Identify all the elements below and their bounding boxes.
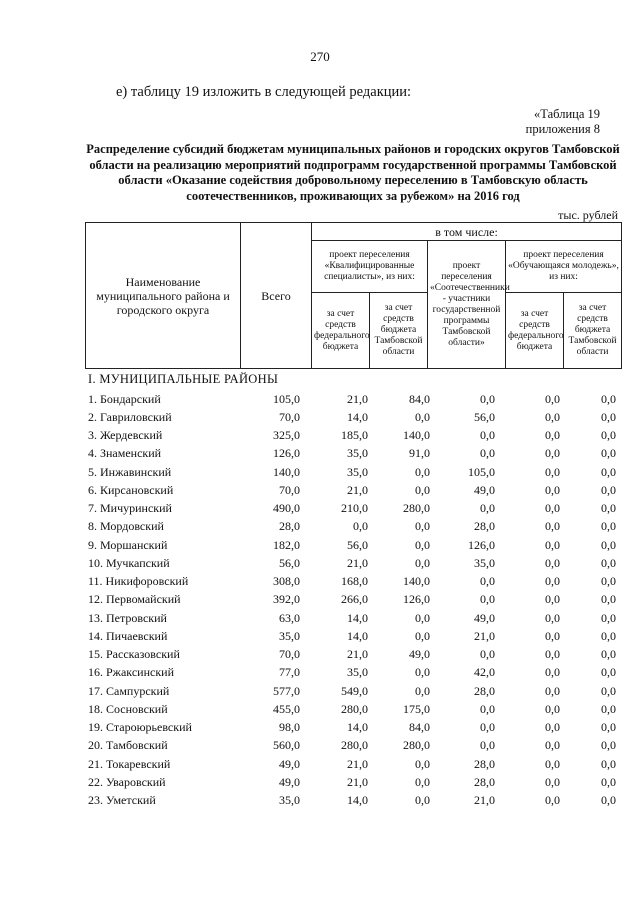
cell-compatriots: 0,0 [480,446,495,461]
section-title: I. МУНИЦИПАЛЬНЫЕ РАЙОНЫ [88,372,279,386]
cell-reg-youth: 0,0 [601,428,616,443]
cell-fed-youth: 0,0 [545,501,560,516]
cell-total: 28,0 [279,519,300,534]
cell-fed-youth: 0,0 [545,409,560,424]
cell-fed-specialists: 14,0 [347,409,368,424]
cell-reg-youth: 0,0 [601,555,616,570]
cell-fed-youth: 0,0 [545,701,560,716]
cell-compatriots: 56,0 [474,409,495,424]
cell-reg-youth: 0,0 [601,537,616,552]
cell-reg-youth: 0,0 [601,647,616,662]
cell-total: 577,0 [273,683,300,698]
cell-fed-specialists: 35,0 [347,446,368,461]
cell-reg-specialists: 0,0 [415,665,430,680]
cell-fed-specialists: 14,0 [347,610,368,625]
cell-reg-specialists: 0,0 [415,519,430,534]
district-name: 5. Инжавинский [88,464,172,479]
cell-fed-youth: 0,0 [545,793,560,808]
cell-fed-youth: 0,0 [545,610,560,625]
cell-compatriots: 21,0 [474,628,495,643]
table-row [88,646,622,664]
cell-reg-specialists: 175,0 [403,701,430,716]
table-row [88,773,622,791]
table-row [88,664,622,682]
cell-compatriots: 0,0 [480,720,495,735]
cell-reg-specialists: 0,0 [415,464,430,479]
header-project-specialists: проект переселения «Квалифицированные специалисты», из них: [312,241,428,293]
units-label: тыс. рублей [558,208,618,222]
district-name: 17. Сампурский [88,683,170,698]
cell-fed-specialists: 56,0 [347,537,368,552]
table-row [88,700,622,718]
cell-fed-specialists: 21,0 [347,555,368,570]
cell-compatriots: 0,0 [480,738,495,753]
table-row [88,518,622,536]
district-name: 3. Жердевский [88,428,163,443]
cell-compatriots: 0,0 [480,428,495,443]
cell-fed-specialists: 549,0 [341,683,368,698]
cell-fed-specialists: 35,0 [347,665,368,680]
cell-fed-youth: 0,0 [545,720,560,735]
cell-reg-youth: 0,0 [601,391,616,406]
table-ref-line1: «Таблица 19 [534,107,600,121]
cell-reg-youth: 0,0 [601,701,616,716]
cell-fed-youth: 0,0 [545,756,560,771]
district-name: 23. Уметский [88,793,156,808]
cell-reg-youth: 0,0 [601,774,616,789]
cell-total: 70,0 [279,409,300,424]
cell-compatriots: 0,0 [480,592,495,607]
table-row [88,554,622,572]
cell-total: 63,0 [279,610,300,625]
cell-fed-youth: 0,0 [545,665,560,680]
cell-fed-youth: 0,0 [545,519,560,534]
cell-reg-specialists: 0,0 [415,537,430,552]
cell-compatriots: 21,0 [474,793,495,808]
cell-total: 126,0 [273,446,300,461]
cell-reg-specialists: 280,0 [403,501,430,516]
cell-fed-youth: 0,0 [545,574,560,589]
cell-fed-youth: 0,0 [545,537,560,552]
district-name: 14. Пичаевский [88,628,168,643]
cell-fed-specialists: 185,0 [341,428,368,443]
district-name: 22. Уваровский [88,774,166,789]
table-row [88,463,622,481]
cell-total: 182,0 [273,537,300,552]
header-regional-1: за счет средств бюджета Тамбовской области [370,293,428,369]
cell-reg-specialists: 84,0 [409,391,430,406]
district-name: 15. Рассказовский [88,647,180,662]
intro-text: е) таблицу 19 изложить в следующей редакции: [116,84,412,100]
cell-reg-youth: 0,0 [601,464,616,479]
cell-fed-youth: 0,0 [545,774,560,789]
cell-reg-youth: 0,0 [601,610,616,625]
district-name: 20. Тамбовский [88,738,168,753]
table-header [85,222,622,369]
district-name: 19. Староюрьевский [88,720,192,735]
cell-compatriots: 0,0 [480,501,495,516]
cell-fed-specialists: 280,0 [341,738,368,753]
table-row [88,609,622,627]
cell-reg-youth: 0,0 [601,446,616,461]
district-name: 1. Бондарский [88,391,161,406]
cell-total: 56,0 [279,555,300,570]
cell-reg-specialists: 0,0 [415,482,430,497]
cell-fed-specialists: 21,0 [347,482,368,497]
district-name: 8. Мордовский [88,519,164,534]
cell-fed-youth: 0,0 [545,647,560,662]
cell-reg-specialists: 0,0 [415,774,430,789]
header-total-column: Всего [241,223,312,369]
header-federal-2: за счет средств федерального бюджета [506,293,564,369]
district-name: 21. Токаревский [88,756,171,771]
cell-reg-youth: 0,0 [601,501,616,516]
cell-reg-specialists: 0,0 [415,409,430,424]
cell-total: 308,0 [273,574,300,589]
cell-total: 35,0 [279,793,300,808]
header-regional-2: за счет средств бюджета Тамбовской области [564,293,622,369]
cell-fed-specialists: 280,0 [341,701,368,716]
district-name: 4. Знаменский [88,446,162,461]
district-name: 13. Петровский [88,610,167,625]
cell-compatriots: 28,0 [474,519,495,534]
table-row [88,481,622,499]
cell-total: 560,0 [273,738,300,753]
table-row [88,792,622,810]
cell-total: 392,0 [273,592,300,607]
district-name: 2. Гавриловский [88,409,172,424]
cell-compatriots: 28,0 [474,774,495,789]
cell-fed-youth: 0,0 [545,428,560,443]
cell-reg-youth: 0,0 [601,683,616,698]
district-name: 12. Первомайский [88,592,181,607]
cell-reg-specialists: 0,0 [415,683,430,698]
page-number: 270 [310,49,330,64]
cell-reg-specialists: 126,0 [403,592,430,607]
cell-reg-specialists: 0,0 [415,793,430,808]
cell-total: 70,0 [279,647,300,662]
table-row [88,390,622,408]
table-row [88,500,622,518]
cell-reg-youth: 0,0 [601,519,616,534]
header-including: в том числе: [312,223,622,241]
district-name: 7. Мичуринский [88,501,172,516]
table-body [88,390,622,810]
cell-reg-specialists: 0,0 [415,756,430,771]
table-row [88,737,622,755]
table-row [88,627,622,645]
cell-fed-youth: 0,0 [545,555,560,570]
cell-reg-youth: 0,0 [601,720,616,735]
cell-fed-specialists: 21,0 [347,756,368,771]
cell-total: 49,0 [279,756,300,771]
cell-fed-youth: 0,0 [545,482,560,497]
table-reference [526,107,600,137]
district-name: 6. Кирсановский [88,482,174,497]
cell-fed-youth: 0,0 [545,592,560,607]
cell-reg-youth: 0,0 [601,756,616,771]
cell-fed-youth: 0,0 [545,391,560,406]
cell-fed-specialists: 21,0 [347,391,368,406]
table-row [88,427,622,445]
cell-compatriots: 0,0 [480,647,495,662]
table-row [88,408,622,426]
document-title: Распределение субсидий бюджетам муниципальных районов и городских округов Тамбовской области на реализацию мероприятий подпрограмм государственной программы Тамбовской области «Оказание содействия добровольному переселению в Тамбовскую область соотечественников, проживающих за рубежом» на 2016 год [86,142,620,203]
cell-fed-specialists: 210,0 [341,501,368,516]
cell-fed-specialists: 35,0 [347,464,368,479]
header-project-youth: проект переселения «Обучающаяся молодежь», из них: [506,241,622,293]
cell-reg-specialists: 0,0 [415,628,430,643]
cell-fed-specialists: 21,0 [347,647,368,662]
table-row [88,445,622,463]
cell-total: 455,0 [273,701,300,716]
cell-reg-specialists: 49,0 [409,647,430,662]
header-name-column: Наименование муниципального района и городского округа [86,223,241,369]
cell-reg-specialists: 140,0 [403,574,430,589]
cell-reg-youth: 0,0 [601,738,616,753]
table-row [88,591,622,609]
cell-reg-youth: 0,0 [601,793,616,808]
cell-fed-specialists: 14,0 [347,628,368,643]
cell-reg-youth: 0,0 [601,628,616,643]
cell-fed-specialists: 21,0 [347,774,368,789]
header-federal-1: за счет средств федерального бюджета [312,293,370,369]
cell-compatriots: 0,0 [480,574,495,589]
cell-compatriots: 126,0 [468,537,495,552]
cell-total: 70,0 [279,482,300,497]
cell-fed-specialists: 0,0 [353,519,368,534]
cell-reg-youth: 0,0 [601,574,616,589]
district-name: 9. Моршанский [88,537,168,552]
cell-reg-youth: 0,0 [601,409,616,424]
table-row [88,536,622,554]
cell-total: 35,0 [279,628,300,643]
cell-fed-specialists: 266,0 [341,592,368,607]
cell-reg-specialists: 91,0 [409,446,430,461]
cell-fed-youth: 0,0 [545,738,560,753]
cell-fed-specialists: 14,0 [347,720,368,735]
cell-compatriots: 49,0 [474,482,495,497]
cell-reg-youth: 0,0 [601,592,616,607]
cell-total: 325,0 [273,428,300,443]
cell-total: 77,0 [279,665,300,680]
cell-reg-specialists: 0,0 [415,555,430,570]
header-project-compatriots: проект переселения «Соотечественники - участники государственной программы Тамбовской области» [428,241,506,369]
cell-compatriots: 28,0 [474,683,495,698]
cell-reg-specialists: 0,0 [415,610,430,625]
cell-fed-youth: 0,0 [545,446,560,461]
cell-compatriots: 35,0 [474,555,495,570]
cell-reg-specialists: 84,0 [409,720,430,735]
cell-reg-specialists: 140,0 [403,428,430,443]
cell-total: 140,0 [273,464,300,479]
district-name: 16. Ржаксинский [88,665,174,680]
cell-fed-youth: 0,0 [545,628,560,643]
cell-compatriots: 42,0 [474,665,495,680]
table-row [88,682,622,700]
cell-total: 98,0 [279,720,300,735]
cell-compatriots: 49,0 [474,610,495,625]
table-row [88,755,622,773]
cell-fed-specialists: 168,0 [341,574,368,589]
cell-total: 105,0 [273,391,300,406]
district-name: 18. Сосновский [88,701,168,716]
table-ref-line2: приложения 8 [525,122,600,136]
district-name: 11. Никифоровский [88,574,189,589]
cell-reg-youth: 0,0 [601,665,616,680]
cell-reg-specialists: 280,0 [403,738,430,753]
table-row [88,719,622,737]
cell-total: 490,0 [273,501,300,516]
cell-fed-youth: 0,0 [545,683,560,698]
cell-compatriots: 28,0 [474,756,495,771]
cell-total: 49,0 [279,774,300,789]
table-row [88,573,622,591]
district-name: 10. Мучкапский [88,555,170,570]
cell-fed-youth: 0,0 [545,464,560,479]
cell-reg-youth: 0,0 [601,482,616,497]
cell-compatriots: 0,0 [480,701,495,716]
cell-fed-specialists: 14,0 [347,793,368,808]
cell-compatriots: 105,0 [468,464,495,479]
cell-compatriots: 0,0 [480,391,495,406]
